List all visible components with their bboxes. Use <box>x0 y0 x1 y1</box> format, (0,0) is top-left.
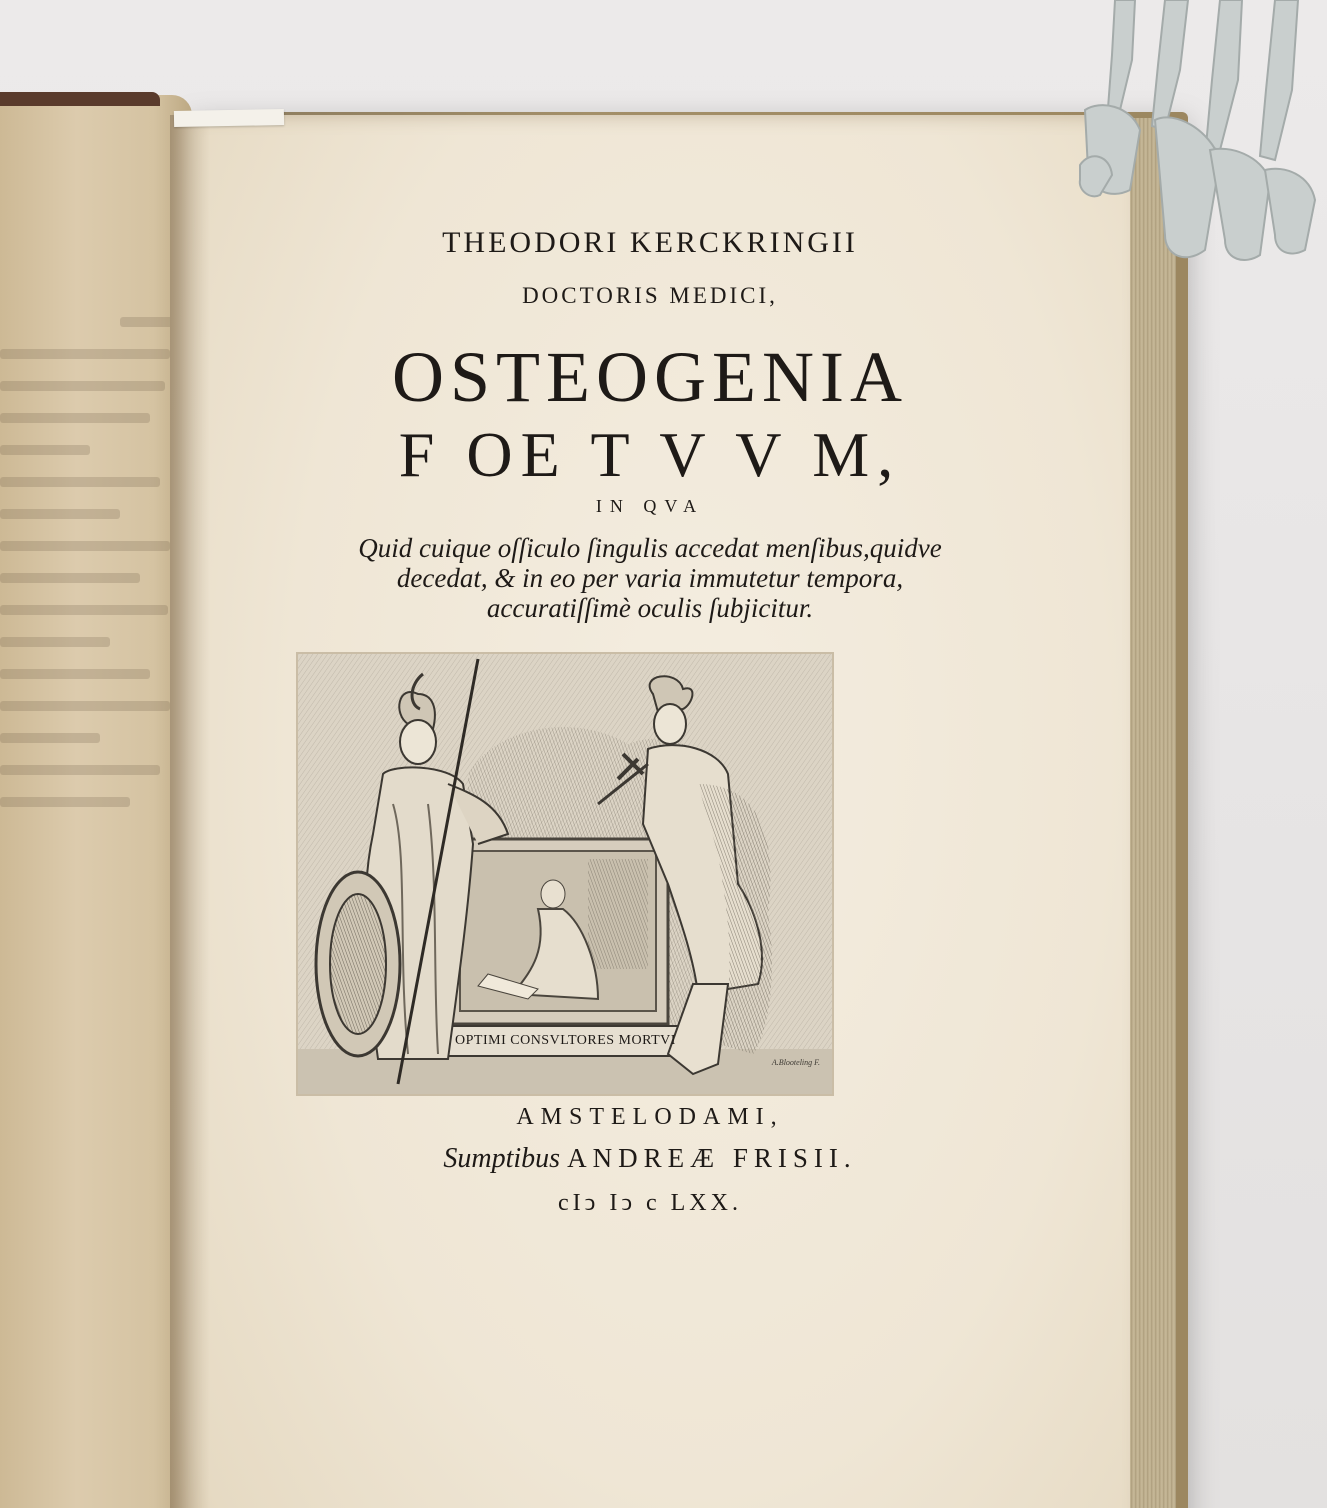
description-line: decedat, & in eo per varia immutetur tempora, <box>396 563 904 593</box>
author-title: DOCTORIS MEDICI, <box>522 283 778 308</box>
engraved-frontispiece <box>298 654 832 1094</box>
left-page-text-ghost <box>0 295 180 1495</box>
book-title-line2: F OE T V V M, <box>398 419 902 490</box>
skeleton-hand-prop <box>1070 0 1327 280</box>
imprint-place: AMSTELODAMI, <box>516 1104 784 1130</box>
author-name: THEODORI KERCKRINGII <box>442 226 858 259</box>
publisher-name: ANDREÆ FRISII. <box>567 1143 857 1173</box>
gutter-shadow <box>170 115 210 1508</box>
publisher-label: Sumptibus <box>443 1143 561 1174</box>
left-cover-edge <box>0 92 160 106</box>
engraver-signature: A.Blooteling F. <box>771 1058 820 1067</box>
description-line: accuratiſſimè oculis ſubjicitur. <box>486 593 814 623</box>
in-qua-line: IN QVA <box>595 496 705 516</box>
description-line: Quid cuique oſſiculo ſingulis accedat menſibus,quidve <box>358 533 942 563</box>
description <box>190 533 1110 623</box>
imprint-publisher <box>190 1140 1110 1177</box>
paper-tab <box>174 109 284 127</box>
left-page <box>0 95 192 1508</box>
imprint-date: cIↄ Iↄ c LXX. <box>558 1190 742 1216</box>
plate-inscription: OPTIMI CONSVLTORES MORTVI <box>455 1033 676 1048</box>
book-title-line1: OSTEOGENIA <box>392 337 908 417</box>
